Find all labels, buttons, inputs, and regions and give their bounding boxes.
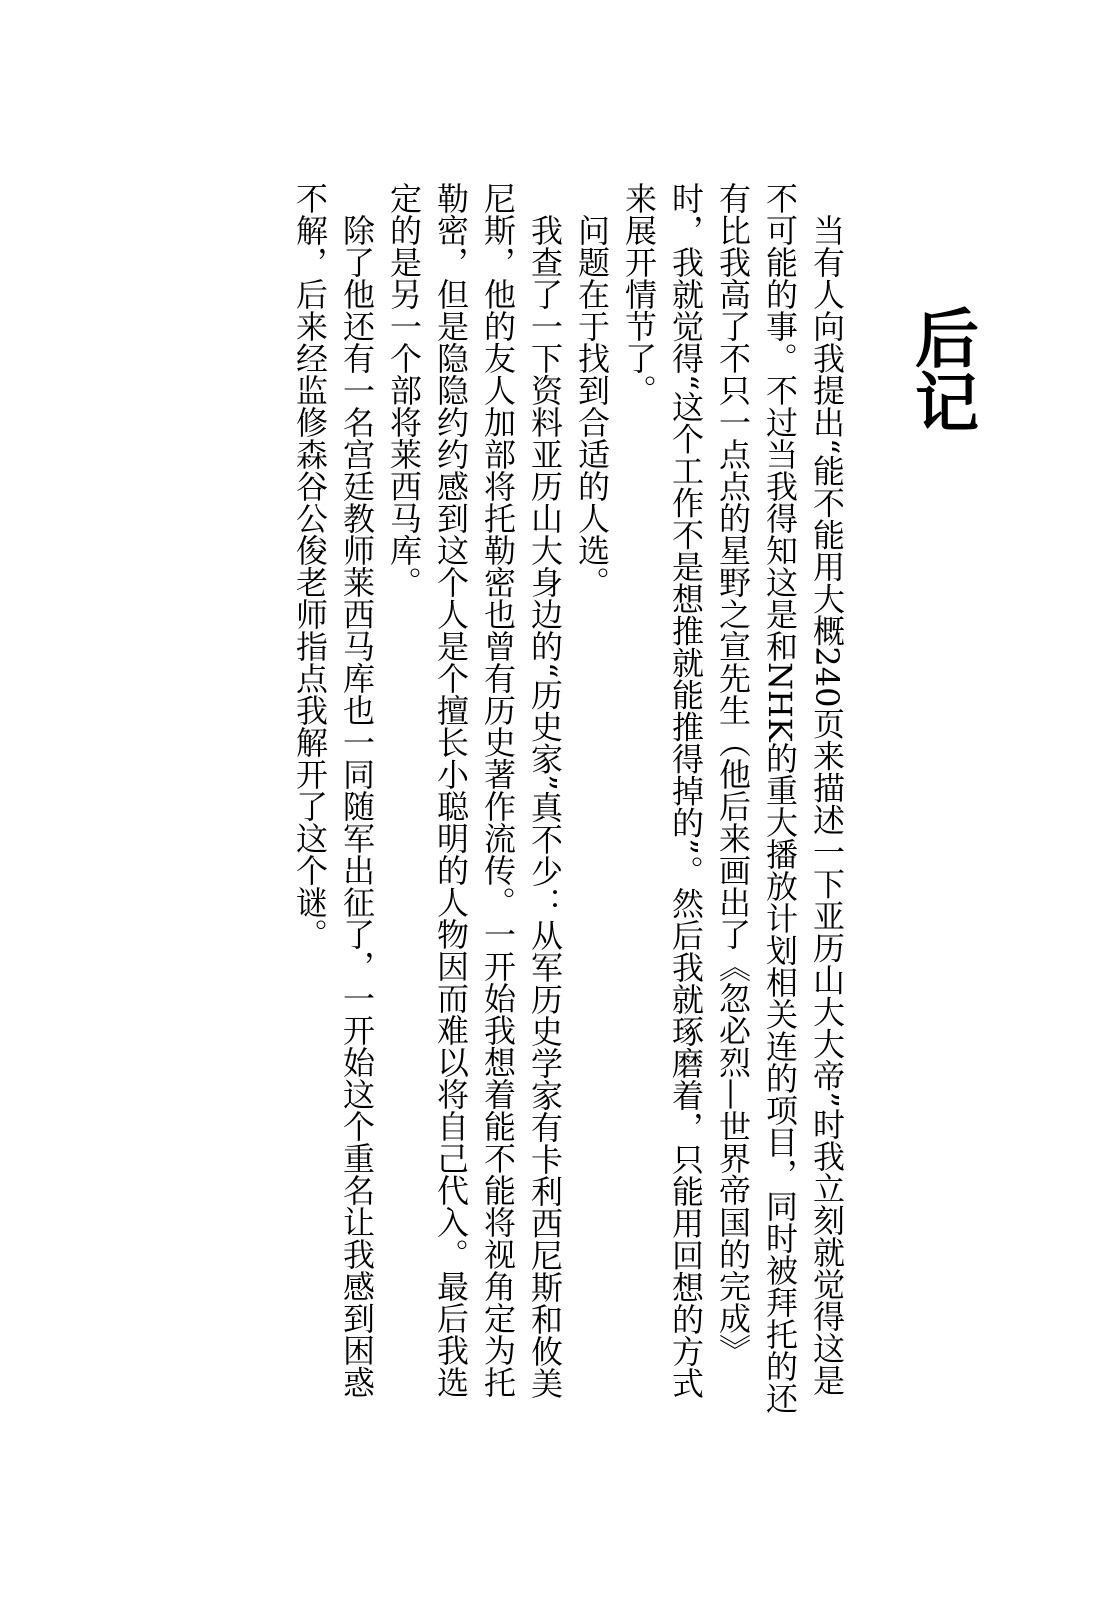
body-text [240, 182, 850, 1422]
paragraph-4: 除了他还有一名宫廷教师莱西马库也一同随军出征了，一开始这个重名让我感到困惑不解，后来经监修森谷公俊老师指点我解开了这个谜。 [291, 182, 376, 1398]
paragraph-1: 当有人向我提出“能不能用大概240页来描述一下亚历山大大帝”时我立刻就觉得这是不可能的事。不过当我得知这是和NHK的重大播放计划相关连的项目，同时被拜托的还有比我高了不只一点点的星野之宣先生（他后来画出了《忽必烈—世界帝国的完成》时，我就觉得“这个工作不是想推就能推得掉的”。然后我就琢磨着，只能用回想的方式来展开情节了。 [620, 182, 846, 1414]
paragraph-2: 问题在于找到合适的人选。 [573, 214, 611, 598]
paragraph-3: 我查了一下资料亚历山大身边的“历史家”真不少：从军历史学家有卡利西尼斯和攸美尼斯，他的友人加部将托勒密也曾有历史著作流传。一开始我想着能不能将视角定为托勒密，但是隐隐约约感到这个人是个擅长小聪明的人物因而难以将自己代入。最后我选定的是另一个部将莱西马库。 [385, 182, 564, 1399]
page-title: 后记 [904, 305, 979, 433]
